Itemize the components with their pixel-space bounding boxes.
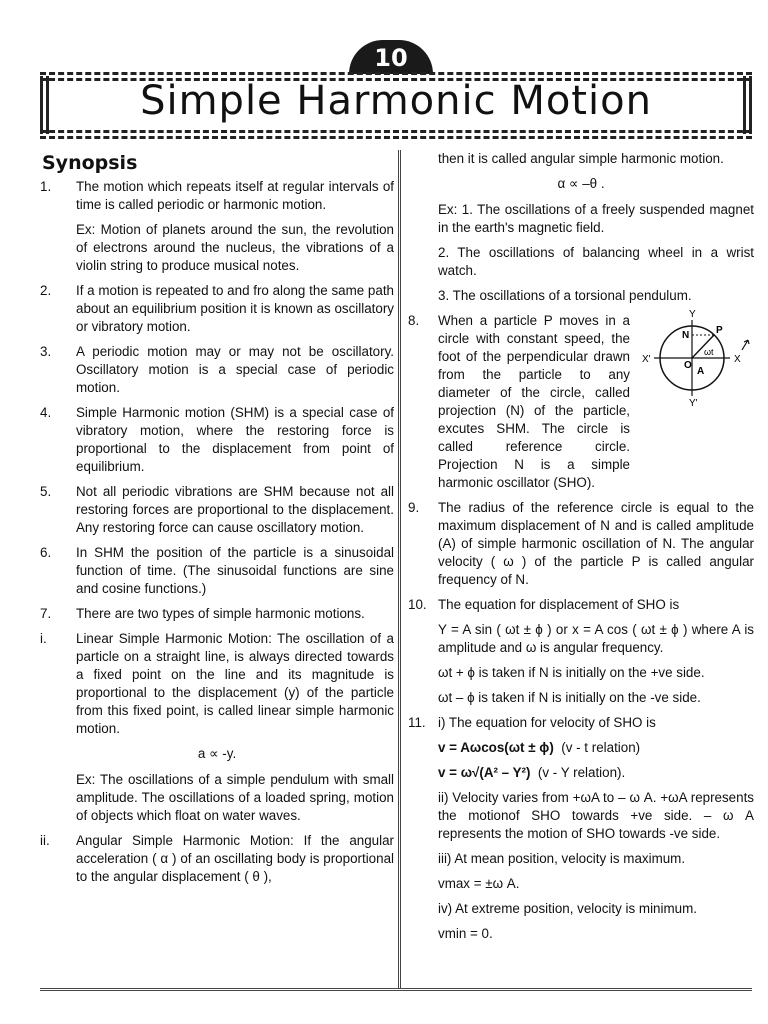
label-o: O [684, 360, 692, 371]
item-text: In SHM the position of the particle is a sinusoidal function of time. (The sinusoidal functions are sine and cosine functions.) [76, 545, 394, 596]
item-text: A periodic motion may or may not be oscillatory. Oscillatory motion is a special case of periodic motion. [76, 344, 394, 395]
list-item [408, 596, 754, 614]
item-number: 11. [408, 715, 426, 730]
equation: Y = A sin ( ωt ± ϕ ) or x = A cos ( ωt ± ϕ ) where A is amplitude and ω is angular frequency. [438, 622, 754, 655]
chapter-number-badge: 10 [349, 40, 433, 74]
title-bottom-rule-2 [40, 136, 752, 139]
label-y-prime: Y' [689, 398, 698, 408]
right-column [408, 150, 754, 950]
item-number: 7. [40, 606, 52, 621]
list-item [40, 343, 394, 397]
item-text: Linear Simple Harmonic Motion: The oscillation of a particle on a straight line, is always directed towards a fixed point on the line and its magnitude is proportional to the displacement (y) of the particle from this fixed point, is called linear simple harmonic motion. [76, 631, 394, 736]
item-number: 1. [40, 179, 52, 194]
velocity-formula: v = ω√(A² – Y²) [438, 765, 531, 780]
velocity-formula: v = Aωcos(ωt ± ϕ) [438, 740, 554, 755]
title-frame [40, 72, 752, 138]
list-item [40, 282, 394, 336]
item-number: 4. [40, 405, 52, 420]
equation: α ∝ –θ . [557, 176, 605, 191]
item-number: 9. [408, 500, 420, 515]
example-text: 2. The oscillations of balancing wheel in a wrist watch. [438, 245, 754, 278]
velocity-note: ii) Velocity varies from +ωA to – ω A. +ωA represents the motionof SHO towards +ve side. – ω A represents the motion of SHO towards -ve side. [438, 790, 754, 841]
condition-text: ωt – ϕ is taken if N is initially on the -ve side. [438, 690, 701, 705]
item-number: 8. [408, 313, 420, 328]
rotation-arrow-icon [742, 340, 749, 350]
label-p: P [716, 325, 723, 336]
label-x-prime: X' [642, 354, 651, 365]
relation-label: (v - t relation) [561, 740, 641, 755]
example-text: Ex: Motion of planets around the sun, the revolution of electrons around the nucleus, the vibrations of a violin string to produce musical notes. [76, 222, 394, 273]
list-item [40, 178, 394, 214]
item-text: There are two types of simple harmonic motions. [76, 606, 365, 621]
item-text: The equation for displacement of SHO is [438, 597, 680, 612]
title-left-bar-2 [46, 76, 49, 134]
condition-text: ωt + ϕ is taken if N is initially on the +ve side. [438, 665, 705, 680]
relation-label: (v - Y relation). [537, 765, 626, 780]
reference-circle-diagram [634, 308, 754, 408]
item-number: 5. [40, 484, 52, 499]
item-text: The motion which repeats itself at regular intervals of time is called periodic or harmonic motion. [76, 179, 394, 212]
list-item [40, 483, 394, 537]
label-x: X [734, 354, 741, 365]
velocity-equation-2 [438, 764, 754, 782]
item-number: 6. [40, 545, 52, 560]
continuation-text: then it is called angular simple harmonic motion. [438, 151, 724, 166]
item-number: 10. [408, 597, 427, 612]
item-text: If a motion is repeated to and fro along the same path about an equilibrium position it is known as oscillatory or vibratory motion. [76, 283, 394, 334]
title-right-bar-2 [749, 76, 752, 134]
label-n: N [682, 330, 690, 341]
list-item [40, 630, 394, 738]
item-text: The radius of the reference circle is equal to the maximum displacement of N and is called amplitude (A) of simple harmonic oscillation of N. The angular velocity ( ω ) of the particle P is called angular frequency of N. [438, 500, 754, 587]
left-column [40, 150, 394, 893]
example-text: Ex: The oscillations of a simple pendulum with small amplitude. The oscillations of a loaded spring, motion of objects which float on water waves. [76, 772, 394, 823]
label-y: Y [689, 309, 696, 320]
item-text: Simple Harmonic motion (SHM) is a special case of vibratory motion, where the restoring force is proportional to the displacement from point of equilibrium. [76, 405, 394, 474]
list-item [40, 832, 394, 886]
item-8-block [408, 309, 754, 492]
column-divider [398, 150, 401, 988]
item-text: Not all periodic vibrations are SHM because not all restoring forces are proportional to the displacement. Any restoring force can cause oscillatory motion. [76, 484, 394, 535]
item-text: When a particle P moves in a circle with constant speed, the foot of the perpendicular drawn from the particle to any diameter of the circle, called projection (N) of the particle, excutes SHM. The circle is called reference circle. Projection N is a simple harmonic oscillator (SHO). [438, 313, 630, 490]
list-item [40, 605, 394, 623]
title-top-rule [40, 72, 752, 75]
velocity-note: iv) At extreme position, velocity is minimum. [438, 901, 697, 916]
item-text: Angular Simple Harmonic Motion: If the angular acceleration ( α ) of an oscillating body is proportional to the angular displacement ( θ ), [76, 833, 394, 884]
vmin-equation: vmin = 0. [438, 926, 493, 941]
label-wt: ωt [704, 347, 714, 357]
list-item [40, 404, 394, 476]
list-item [408, 499, 754, 589]
label-a: A [697, 366, 705, 377]
title-bottom-rule [40, 130, 752, 133]
vmax-equation: vmax = ±ω A. [438, 876, 520, 891]
velocity-note: iii) At mean position, velocity is maximum. [438, 851, 686, 866]
item-text: i) The equation for velocity of SHO is [438, 715, 656, 730]
list-item [408, 714, 754, 732]
item-number: 2. [40, 283, 52, 298]
list-item [40, 544, 394, 598]
title-right-bar [743, 76, 746, 134]
list-item [408, 312, 630, 492]
page-title: Simple Harmonic Motion [140, 78, 652, 124]
example-text: 3. The oscillations of a torsional pendulum. [438, 288, 692, 303]
equation: a ∝ -y. [197, 746, 237, 761]
velocity-equation-1 [438, 739, 754, 757]
item-number: i. [40, 631, 47, 646]
example-text: Ex: 1. The oscillations of a freely suspended magnet in the earth's magnetic field. [438, 202, 754, 235]
title-left-bar [40, 76, 43, 134]
item-number: ii. [40, 833, 50, 848]
bottom-rule [40, 988, 752, 991]
item-number: 3. [40, 344, 52, 359]
synopsis-heading: Synopsis [42, 152, 138, 174]
